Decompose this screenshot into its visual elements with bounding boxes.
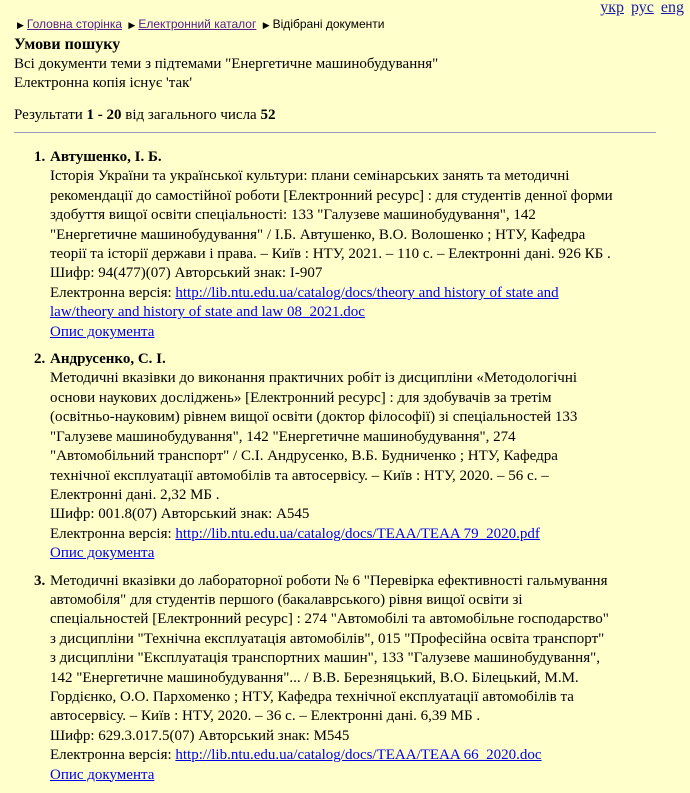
result-description-line: Методичні вказівки до виконання практичних робіт із дисципліни «Методологічні <box>50 370 578 387</box>
electronic-version-label: Електронна версія: <box>50 284 176 301</box>
result-description-line: основи наукових досліджень» [Електронний ресурс] : для здобувачів за третім <box>50 389 552 406</box>
electronic-version <box>50 746 658 765</box>
result-author: Андрусенко, С. І. <box>50 351 166 368</box>
divider <box>14 132 656 133</box>
result-item <box>34 148 658 342</box>
result-description-line: Гордієнко, О.О. Пархоменко ; НТУ, Кафедра технічної експлуатації автомобілів та <box>50 688 574 705</box>
result-description-line: "Енергетичне машинобудування" / І.Б. Автушенко, В.О. Волошенко ; НТУ, Кафедра <box>50 226 586 243</box>
result-cipher: Шифр: 629.3.017.5(07) Авторський знак: М545 <box>50 727 350 744</box>
electronic-version-label: Електронна версія: <box>50 525 176 542</box>
breadcrumb-catalog-link[interactable]: Електронний каталог <box>138 17 257 31</box>
breadcrumb <box>14 17 385 31</box>
result-description-line: технічної експлуатації автомобілів та автосервісу. – Київ : НТУ, 2020. – 56 с. – <box>50 467 549 484</box>
document-description-link[interactable]: Опис документа <box>50 766 155 783</box>
results-summary <box>14 107 275 124</box>
lang-eng-link[interactable]: eng <box>660 0 684 16</box>
results-list <box>0 148 658 793</box>
bullet-icon: ▶ <box>262 20 270 30</box>
results-to: 20 <box>106 107 122 123</box>
result-description-line: "Галузеве машинобудування", 142 "Енергетичне машинобудування", 274 <box>50 428 516 445</box>
electronic-version <box>50 525 658 544</box>
bullet-icon: ▶ <box>128 20 136 30</box>
document-description-link[interactable]: Опис документа <box>50 545 155 562</box>
search-condition: Електронна копія існує 'так' <box>14 75 193 91</box>
lang-rus-link[interactable]: рус <box>631 0 654 16</box>
result-description-line: Історія України та української культури: плани семінарських занять та методичні <box>50 168 570 185</box>
result-description-line: з дисципліни "Технічна експлуатація автомобілів", 015 "Професійна освіта транспорт" <box>50 630 605 647</box>
result-description-line: "Автомобільний транспорт" / С.І. Андрусенко, В.Б. Будниченко ; НТУ, Кафедра <box>50 448 558 465</box>
results-total: 52 <box>260 107 276 123</box>
result-number: 1. <box>34 149 46 165</box>
result-description-line: 142 "Енергетичне машинобудування"... / В.В. Березняцький, В.О. Білецький, М.М. <box>50 669 579 686</box>
document-description-link[interactable]: Опис документа <box>50 323 155 340</box>
result-number: 2. <box>34 351 46 368</box>
result-description-line: автосервісу. – Київ : НТУ, 2020. – 36 с. – Електронні дані. 6,39 МБ . <box>50 708 481 725</box>
search-conditions-title: Умови пошуку <box>14 36 121 53</box>
result-cipher: Шифр: 94(477)(07) Авторський знак: І-907 <box>50 265 323 282</box>
result-item <box>34 350 658 563</box>
electronic-version-link[interactable]: http://lib.ntu.edu.ua/catalog/docs/TEAA/TEAA 79_2020.pdf <box>175 525 540 542</box>
electronic-version <box>50 284 658 323</box>
electronic-version-link[interactable]: http://lib.ntu.edu.ua/catalog/docs/theory and history of state and <box>175 284 559 301</box>
lang-ukr-link[interactable]: укр <box>600 0 624 16</box>
result-item <box>34 572 658 785</box>
result-description-line: спеціальностей [Електронний ресурс] : 274 "Автомобілі та автомобільне господарство" <box>50 611 609 628</box>
result-description-line: з дисципліни "Експлуатація транспортних машин", 133 "Галузеве машинобудування", <box>50 650 600 667</box>
result-number: 3. <box>34 572 46 589</box>
result-author: Автушенко, І. Б. <box>50 149 162 165</box>
electronic-version-link[interactable]: http://lib.ntu.edu.ua/catalog/docs/TEAA/TEAA 66_2020.doc <box>175 747 542 764</box>
result-description-line: автомобіля" для студентів першого (бакалаврського) рівня вищої освіти зі <box>50 591 523 608</box>
bullet-icon: ▶ <box>17 20 24 30</box>
results-from: 1 <box>86 107 95 123</box>
result-cipher: Шифр: 001.8(07) Авторський знак: А545 <box>50 506 310 523</box>
electronic-version-label: Електронна версія: <box>50 747 176 764</box>
result-description-line: теорії та історії держави і права. – Київ : НТУ, 2021. – 110 с. – Електронні дані. 926 КБ . <box>50 246 611 263</box>
results-dash: - <box>94 107 107 123</box>
results-prefix: Результати <box>14 107 83 123</box>
results-middle: від загального числа <box>121 107 261 123</box>
result-description-line: Методичні вказівки до лабораторної роботи № 6 "Перевірка ефективності гальмування <box>50 572 608 589</box>
breadcrumb-current: Відібрані документи <box>272 17 385 31</box>
result-description-line: (освітньо-науковим) рівнем вищої освіти (доктор філософії) зі спеціальностей 133 <box>50 409 578 426</box>
language-switcher <box>597 0 684 17</box>
result-description-line: рекомендації до самостійної роботи [Електронний ресурс] : для студентів денної форми <box>50 187 613 204</box>
breadcrumb-home-link[interactable]: Головна сторінка <box>26 17 123 31</box>
result-description-line: здобуття вищої освіти спеціальності: 133 "Галузеве машинобудування", 142 <box>50 207 536 224</box>
electronic-version-link[interactable]: law/theory and history of state and law 08_2021.doc <box>50 304 365 321</box>
result-description-line: Електронні дані. 2,32 МБ . <box>50 486 220 503</box>
search-condition: Всі документи теми з підтемами "Енергетичне машинобудування" <box>14 56 439 72</box>
